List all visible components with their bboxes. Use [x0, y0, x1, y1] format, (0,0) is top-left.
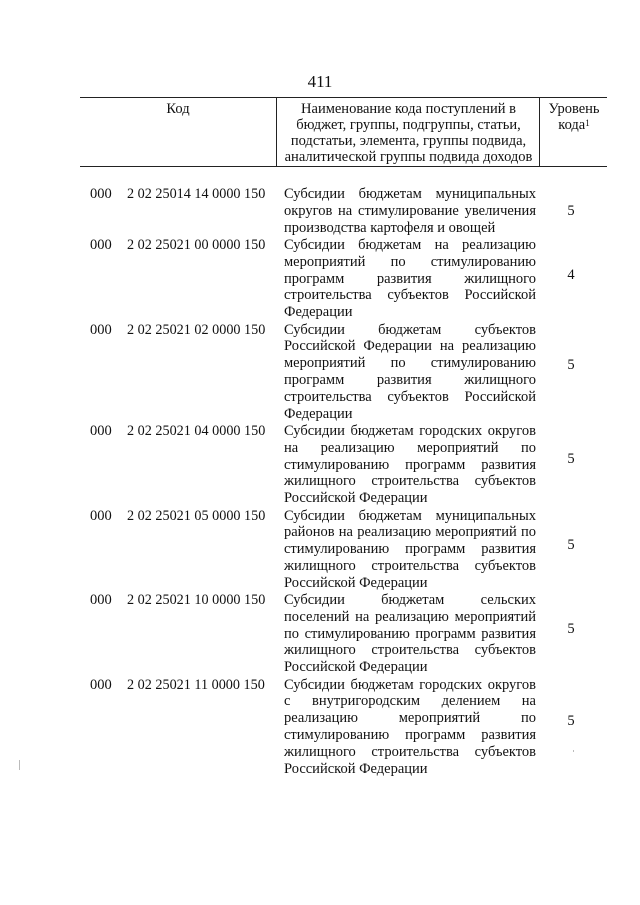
- admin-code: 000: [90, 321, 112, 338]
- income-name: Субсидии бюджетам на реализацию мероприятий по стимулированию программ развития жилищного строительства субъектов Российской Федерации: [284, 236, 536, 321]
- code-level: 5: [567, 536, 575, 553]
- footnote-marker: 1: [585, 118, 590, 128]
- table-row: [0, 508, 640, 592]
- header-level-label: Уровень кода: [548, 101, 600, 133]
- header-name: [278, 98, 540, 166]
- table-header: [80, 97, 607, 167]
- table-row: [0, 186, 640, 236]
- code-level: 5: [567, 712, 575, 729]
- income-name: Субсидии бюджетам сельских поселений на реализацию мероприятий по стимулированию программ развития жилищного строительства субъектов Российской Федерации: [284, 592, 536, 676]
- income-name: Субсидии бюджетам субъектов Российской Федерации на реализацию мероприятий по стимулированию программ развития жилищного строительства субъектов Российской Федерации: [284, 321, 536, 422]
- header-name-label: Наименование кода поступлений в бюджет, группы, подгруппы, статьи, подстатьи, элемента, группы подвида, аналитической группы подвида доходов: [284, 101, 533, 165]
- income-code: 2 02 25021 11 0000 150: [127, 676, 265, 693]
- table-row: [0, 677, 640, 778]
- admin-code: 000: [90, 422, 112, 439]
- header-code-label: Код: [166, 101, 190, 117]
- income-name: Субсидии бюджетам городских округов на реализацию мероприятий по стимулированию программ развития жилищного строительства субъектов Российской Федерации: [284, 422, 536, 507]
- page-number: 411: [307, 72, 333, 91]
- code-level: 5: [567, 356, 575, 373]
- income-name: Субсидии бюджетам муниципальных районов на реализацию мероприятий по стимулированию программ развития жилищного строительства субъектов Российской Федерации: [284, 507, 536, 591]
- admin-code: 000: [90, 507, 112, 524]
- income-code: 2 02 25021 10 0000 150: [127, 592, 266, 609]
- income-code: 2 02 25021 05 0000 150: [127, 507, 266, 524]
- table-row: [0, 322, 640, 423]
- table-row: [0, 237, 640, 321]
- income-code: 2 02 25014 14 0000 150: [127, 186, 266, 202]
- code-level: 4: [567, 266, 575, 283]
- header-level: [541, 98, 607, 166]
- table-row: [0, 592, 640, 676]
- income-code: 2 02 25021 02 0000 150: [127, 321, 266, 338]
- header-code: [80, 98, 277, 166]
- income-code: 2 02 25021 00 0000 150: [127, 236, 266, 253]
- income-code: 2 02 25021 04 0000 150: [127, 422, 266, 439]
- code-level: 5: [567, 203, 575, 219]
- admin-code: 000: [90, 592, 112, 609]
- scan-artifact: [573, 750, 574, 752]
- admin-code: 000: [90, 236, 112, 253]
- admin-code: 000: [90, 186, 112, 202]
- code-level: 5: [567, 450, 575, 467]
- income-name: Субсидии бюджетам городских округов с внутригородским делением на реализацию мероприятий по стимулированию программ развития жилищного строительства субъектов Российской Федерации: [284, 676, 536, 777]
- code-level: 5: [567, 621, 575, 638]
- table-body: [0, 186, 640, 777]
- scan-artifact: [19, 760, 20, 770]
- table-row: [0, 423, 640, 507]
- admin-code: 000: [90, 676, 112, 693]
- income-name: Субсидии бюджетам муниципальных округов на стимулирование увеличения производства картофеля и овощей: [284, 186, 536, 236]
